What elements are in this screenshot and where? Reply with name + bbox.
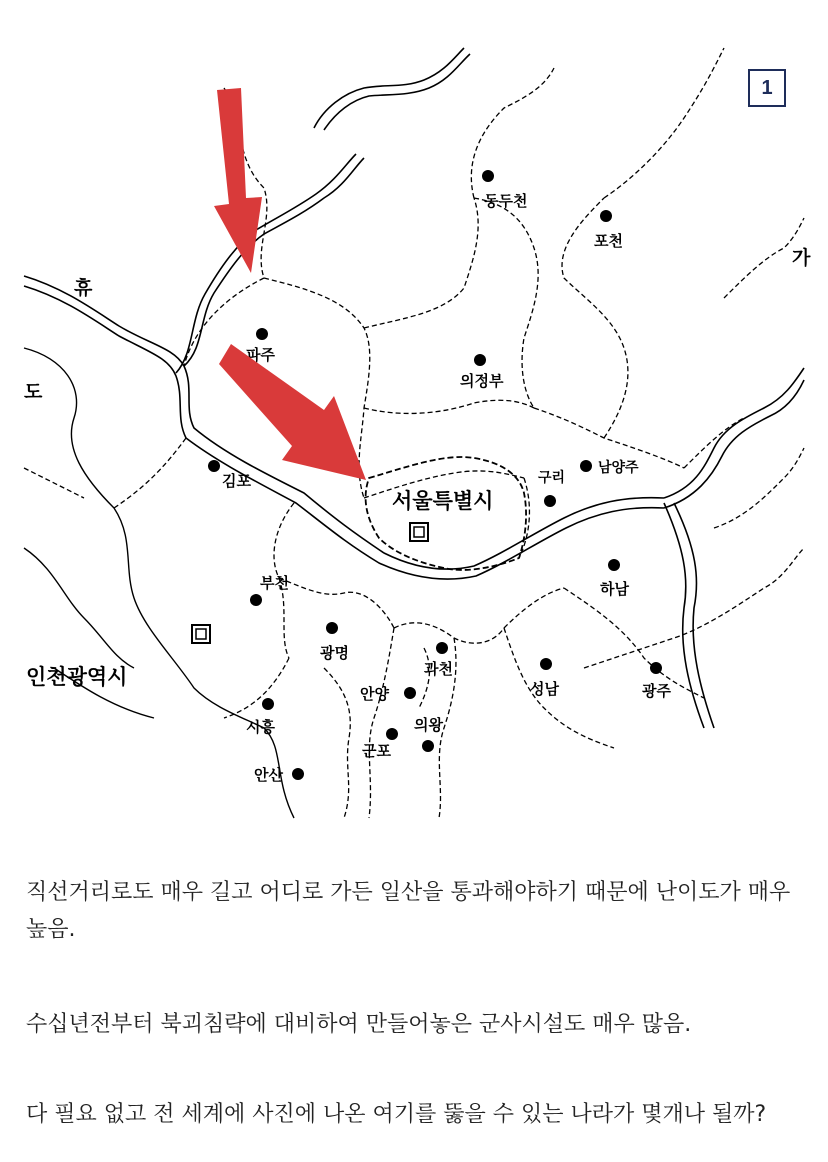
label-uiwang: 의왕 [414,716,443,734]
label-seongnam: 성남 [530,680,559,698]
bucheon-dot [250,594,262,606]
hanam-dot [608,559,620,571]
caption-line-2: 수십년전부터 북괴침략에 대비하여 만들어놓은 군사시설도 매우 많음. [26,1012,692,1037]
label-uijeongbu: 의정부 [460,372,504,390]
label-paju: 파주 [246,346,275,364]
map-canvas [24,48,811,818]
dongducheon-dot [482,170,494,182]
label-namyangju: 남양주 [598,460,639,476]
label-gwangmyeong: 광명 [320,644,349,662]
gimpo-dot [208,460,220,472]
label-incheon: 인천광역시 [26,665,128,689]
pocheon-dot [600,210,612,222]
label-edge-do: 도 [24,381,43,403]
anyang-dot [404,687,416,699]
label-dongducheon: 동두천 [484,192,528,210]
caption-line-1: 직선거리로도 매우 길고 어디로 가든 일산을 통과해야하기 때문에 난이도가 매우 높음. [26,880,791,942]
guri-dot [544,495,556,507]
label-ansan: 안산 [254,766,283,784]
label-bucheon: 부천 [260,574,289,592]
label-seoul: 서울특별시 [392,489,494,513]
gunpo-dot [386,728,398,740]
uiwang-dot [422,740,434,752]
ansan-dot [292,768,304,780]
label-edge-ga: 가 [792,247,811,269]
label-gimpo: 김포 [222,472,251,490]
uijeongbu-dot [474,354,486,366]
seoul-capital-marker [410,523,428,541]
namyangju-dot [580,460,592,472]
label-gunpo: 군포 [362,742,391,760]
gwacheon-dot [436,642,448,654]
incheon-capital-marker [192,625,210,643]
label-anyang: 안양 [360,685,389,703]
gwangmyeong-dot [326,622,338,634]
paju-dot [256,328,268,340]
korea-capital-region-map [24,48,811,818]
label-pocheon: 포천 [594,232,623,250]
label-edge-hyu: 휴 [74,277,93,299]
siheung-dot [262,698,274,710]
label-gwacheon: 과천 [424,660,453,678]
label-guri: 구리 [538,470,566,486]
label-gwangju: 광주 [642,682,671,700]
gwangju-dot [650,662,662,674]
caption-line-3: 다 필요 없고 전 세계에 사진에 나온 여기를 뚫을 수 있는 나라가 몇개나 될까? [26,1102,767,1127]
seongnam-dot [540,658,552,670]
label-siheung: 시흥 [246,718,275,736]
label-hanam: 하남 [600,580,629,598]
page-number-badge: 1 [748,69,786,107]
